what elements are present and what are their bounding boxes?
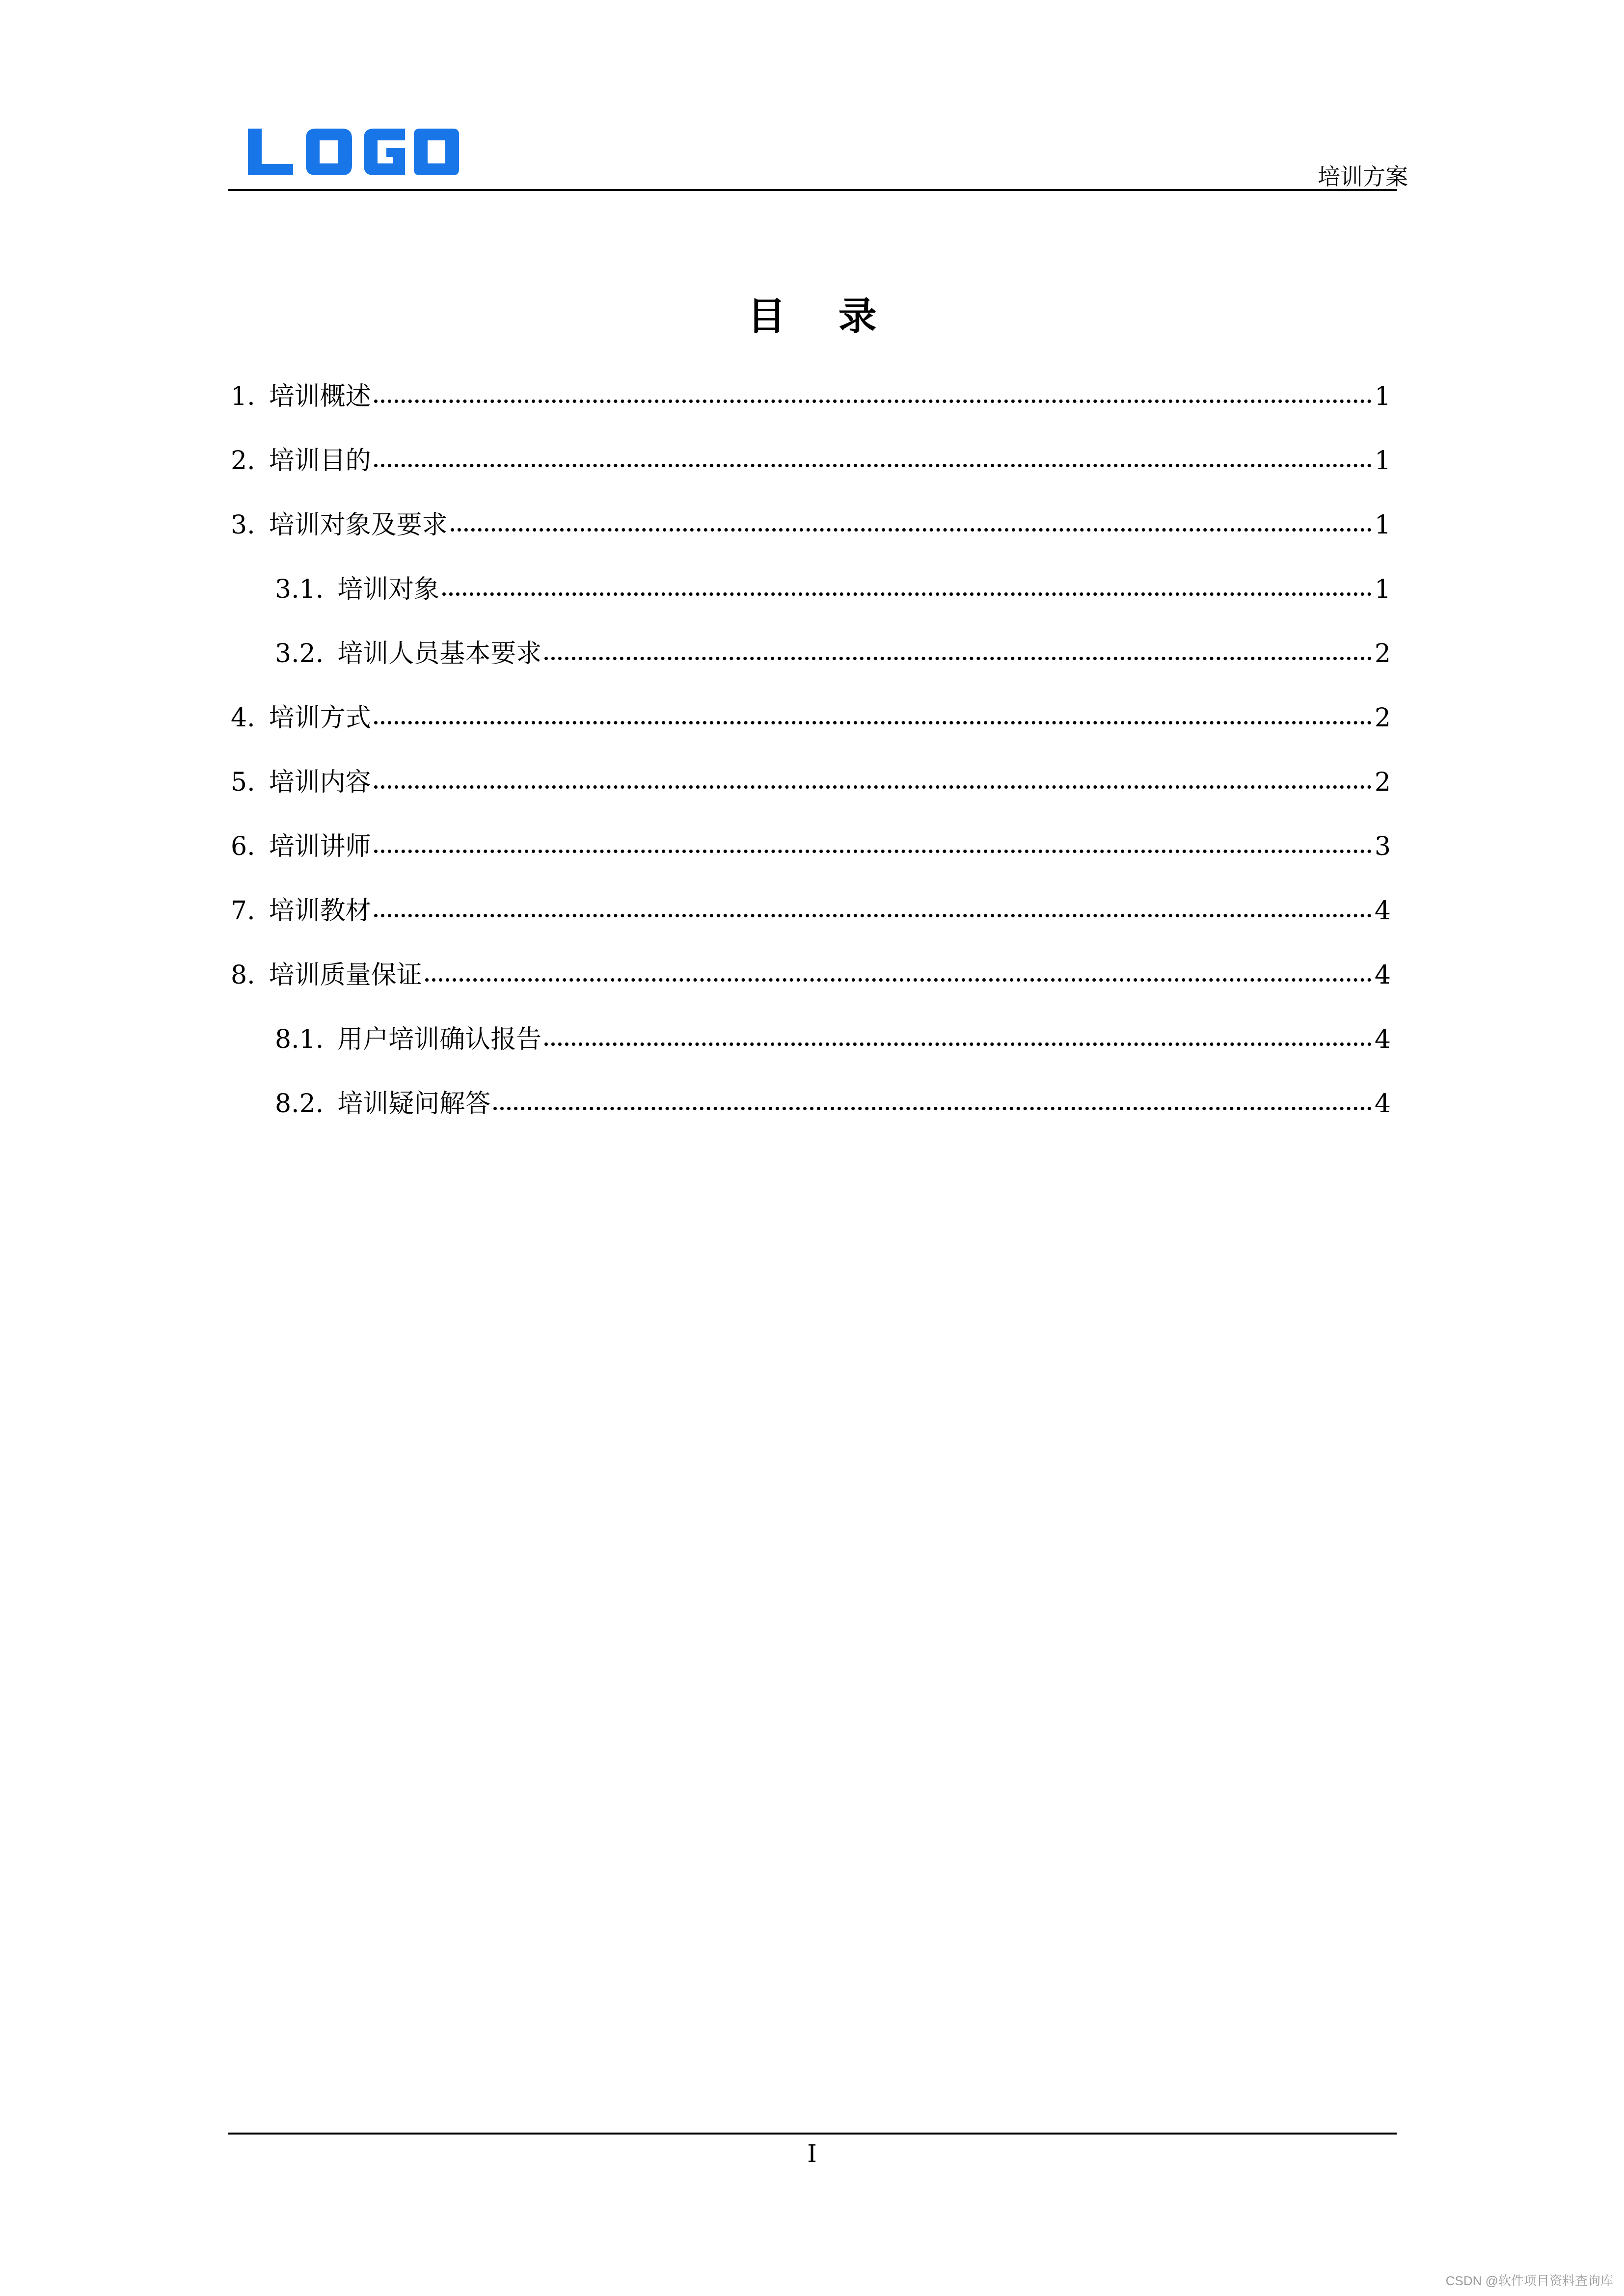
toc-entry-label: 培训疑问解答: [337, 1089, 491, 1119]
toc-dot-leader: [544, 657, 1372, 660]
toc-entry-number: 8.2.: [275, 1089, 324, 1119]
toc-entry-number: 8.: [231, 961, 255, 990]
toc-entry-label: 培训对象及要求: [269, 510, 448, 540]
toc-entry-page: 2: [1374, 768, 1391, 797]
toc-entry-7[interactable]: [231, 891, 1391, 956]
toc-entry-page: 1: [1374, 446, 1391, 476]
toc-dot-leader: [425, 978, 1372, 982]
toc-entry-page: 1: [1374, 510, 1391, 540]
toc-entry-6[interactable]: [231, 827, 1391, 891]
toc-entry-label: 培训内容: [269, 768, 371, 797]
toc-entry-page: 4: [1374, 961, 1391, 990]
toc-entry-number: 2.: [231, 446, 255, 476]
toc-entry-3[interactable]: [231, 506, 1391, 570]
toc-entry-number: 7.: [231, 896, 255, 926]
toc-entry-number: 3.2.: [275, 639, 324, 668]
toc-entry-page: 2: [1374, 639, 1391, 668]
toc-entry-8-1[interactable]: [231, 1020, 1391, 1084]
logo-icon: [248, 129, 459, 175]
toc-entry-number: 1.: [231, 382, 255, 411]
toc-dot-leader: [374, 721, 1372, 724]
toc-entry-label: 用户培训确认报告: [337, 1025, 542, 1054]
toc-entry-label: 培训讲师: [269, 832, 371, 861]
toc-dot-leader: [451, 528, 1372, 532]
toc-entry-page: 1: [1374, 382, 1391, 411]
toc-entry-label: 培训人员基本要求: [337, 639, 542, 668]
toc-dot-leader: [374, 914, 1372, 917]
toc-dot-leader: [544, 1042, 1372, 1046]
toc-dot-leader: [374, 850, 1372, 853]
toc-entry-page: 4: [1374, 1025, 1391, 1054]
company-logo: [248, 129, 459, 175]
toc-entry-4[interactable]: [231, 698, 1391, 763]
toc-entry-label: 培训对象: [337, 575, 440, 604]
toc-entry-page: 2: [1374, 703, 1391, 733]
toc-entry-8-2[interactable]: [231, 1084, 1391, 1148]
toc-dot-leader: [374, 785, 1372, 789]
toc-entry-5[interactable]: [231, 763, 1391, 827]
toc-entry-2[interactable]: [231, 441, 1391, 506]
table-of-contents: [231, 377, 1391, 1148]
toc-entry-number: 3.: [231, 510, 255, 540]
header-divider: [228, 189, 1397, 191]
toc-entry-number: 8.1.: [275, 1025, 324, 1054]
toc-entry-number: 4.: [231, 703, 255, 733]
toc-entry-8[interactable]: [231, 956, 1391, 1020]
toc-dot-leader: [493, 1107, 1372, 1110]
toc-entry-number: 5.: [231, 768, 255, 797]
toc-heading: 目 录: [747, 294, 896, 339]
toc-dot-leader: [374, 464, 1372, 467]
toc-entry-page: 4: [1374, 1089, 1391, 1119]
toc-entry-label: 培训质量保证: [269, 961, 422, 990]
toc-entry-page: 4: [1374, 896, 1391, 926]
toc-entry-label: 培训方式: [269, 703, 371, 733]
toc-entry-page: 1: [1374, 575, 1391, 604]
toc-entry-number: 6.: [231, 832, 255, 861]
toc-entry-label: 培训目的: [269, 446, 371, 476]
toc-entry-label: 培训教材: [269, 896, 371, 926]
toc-dot-leader: [374, 400, 1372, 403]
toc-entry-3-2[interactable]: [231, 634, 1391, 698]
toc-entry-3-1[interactable]: [231, 570, 1391, 634]
toc-dot-leader: [442, 592, 1372, 596]
toc-entry-page: 3: [1374, 832, 1391, 861]
toc-entry-label: 培训概述: [269, 382, 371, 411]
page-number: I: [807, 2139, 817, 2168]
header-document-title: 培训方案: [1318, 163, 1408, 190]
footer-divider: [228, 2133, 1397, 2135]
toc-entry-1[interactable]: [231, 377, 1391, 441]
watermark: CSDN @软件项目资料查询库: [1445, 2273, 1613, 2288]
toc-entry-number: 3.1.: [275, 575, 324, 604]
